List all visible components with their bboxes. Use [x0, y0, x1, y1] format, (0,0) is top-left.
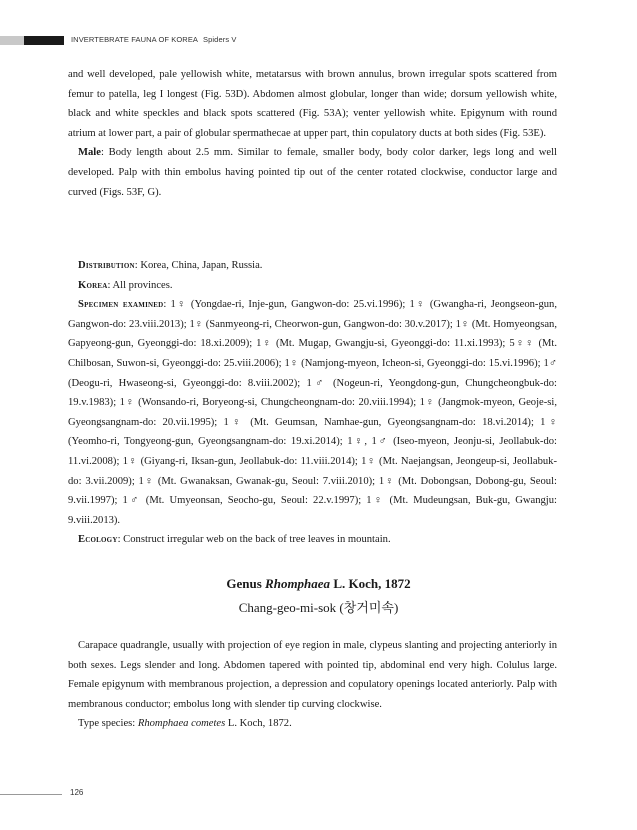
species-description-block — [68, 65, 557, 202]
running-header — [71, 35, 236, 44]
female-description: and well developed, pale yellowish white, metatarsus with brown annulus, brown irregular spots scattered from femur to patella, leg I longest (Fig. 53D). Abdomen almost globular, longer than wide; dorsum yellowish white, black and white speckles and black spots scattered (Fig. 53A); venter yellowish white. Epigynum with round atrium at lower part, a pair of globular spermathecae at upper part, thin copulatory ducts at both sides (Fig. 53E). — [68, 69, 557, 139]
page-number: 126 — [70, 788, 84, 797]
genus-description-block — [68, 636, 557, 734]
specimens-paragraph — [68, 295, 557, 530]
korea-label: Korea — [78, 279, 108, 291]
type-species-name: Rhomphaea cometes — [137, 718, 226, 730]
distribution-label: Distribution — [78, 260, 135, 271]
ecology-text: : Construct irregular web on the back of tree leaves in mountain. — [117, 534, 391, 546]
korea-text: : All provinces. — [107, 279, 173, 291]
genus-heading — [0, 576, 637, 592]
ecology-paragraph — [68, 530, 557, 550]
records-block — [68, 256, 557, 550]
korea-paragraph — [68, 276, 557, 296]
specimens-text: : 1♀ (Yongdae-ri, Inje-gun, Gangwon-do: 25.vi.1996); 1♀ (Gwangha-ri, Jeongseon-gun, Gangwon-do: 23.viii.2013); 1♀ (Sanmyeong-ri, Cheorwon-gun, Gangwon-do: 30.v.2017); 1♀ (Mt. Homyeongsan, Gapyeong-gun, Gyeonggi-do: 18.xi.2009); 1♀ (Mt. Mugap, Gwangju-si, Gyeonggi-do: 11.xi.1993); 5♀♀ (Mt. Chilbosan, Suwon-si, Gyeonggi-do: 25.viii.2006); 1♀ (Namjong-myeon, Icheon-si, Gyeonggi-do: 15.vi.1996); 1♂ (Deogu-ri, Hwaseong-si, Gyeonggi-do: 8.viii.2002); 1♂ (Nogeun-ri, Yeongdong-gun, Chungcheongbuk-do: 19.v.1983); 1♀ (Wonsando-ri, Boryeong-si, Chungcheongnam-do: 20.viii.1994); 1♀ (Jangmok-myeon, Geoje-si, Gyeongsangnam-do: 20.vii.1995); 1♀ (Mt. Geumsan, Namhae-gun, Gyeongsangnam-do: 18.vi.2014); 1♀ (Yeomho-ri, Tongyeong-gun, Gyeongsangnam-do: 19.xi.2014); 1♀, 1♂ (Iseo-myeon, Jeonju-si, Jeollabuk-do: 11.vi.2008); 1♀ (Giyang-ri, Iksan-gun, Jeollabuk-do: 11.viii.2014); 1♀ (Mt. Naejangsan, Jeongeup-si, Jeollabuk-do: 3.vii.2009); 1♀ (Mt. Gwanaksan, Gwanak-gu, Seoul: 7.viii.2010); 1♀ (Mt. Dobongsan, Dobong-gu, Seoul: 9.vii.1997); 1♂ (Mt. Umyeonsan, Seocho-gu, Seoul: 22.v.1997); 1♀ (Mt. Mudeungsan, Buk-gu, Gwangju: 9.viii.2013). — [68, 299, 558, 526]
genus-korean-name: Chang-geo-mi-sok (창거미속) — [238, 600, 399, 615]
header-bar-dark — [24, 36, 64, 45]
male-label: Male — [78, 147, 101, 159]
type-species-paragraph — [68, 714, 557, 734]
header-subtitle: Spiders V — [203, 35, 237, 44]
genus-name: Rhomphaea — [265, 576, 331, 591]
genus-prefix: Genus — [226, 576, 266, 591]
ecology-label: Ecology — [78, 534, 118, 546]
genus-description: Carapace quadrangle, usually with projection of eye region in male, clypeus slanting and projecting anteriorly in both sexes. Legs slender and long. Abdomen tapered with pointed tip, abdominal end very high. Colulus large. Female epigynum with membranous projection, a depression and copulatory openings located anteriorly. Palp with membranous conductor; embolus long with slender tip curving clockwise. — [68, 640, 557, 710]
header-bar-light — [0, 36, 24, 45]
distribution-text: : Korea, China, Japan, Russia. — [134, 260, 263, 271]
genus-author: L. Koch, 1872 — [330, 576, 411, 591]
specimens-label: Specimen examined — [78, 299, 164, 311]
type-species-label: Type species: — [78, 718, 138, 730]
footer-rule — [0, 794, 62, 795]
type-species-author: L. Koch, 1872. — [225, 718, 292, 730]
header-title: INVERTEBRATE FAUNA OF KOREA — [71, 35, 199, 44]
distribution-paragraph — [68, 256, 557, 276]
male-description — [68, 143, 557, 202]
male-text: : Body length about 2.5 mm. Similar to female, smaller body, body color darker, legs long and well developed. Palp with thin embolus having pointed tip out of the center rotated clockwise, conductor large and curved (Figs. 53F, G). — [68, 147, 557, 198]
